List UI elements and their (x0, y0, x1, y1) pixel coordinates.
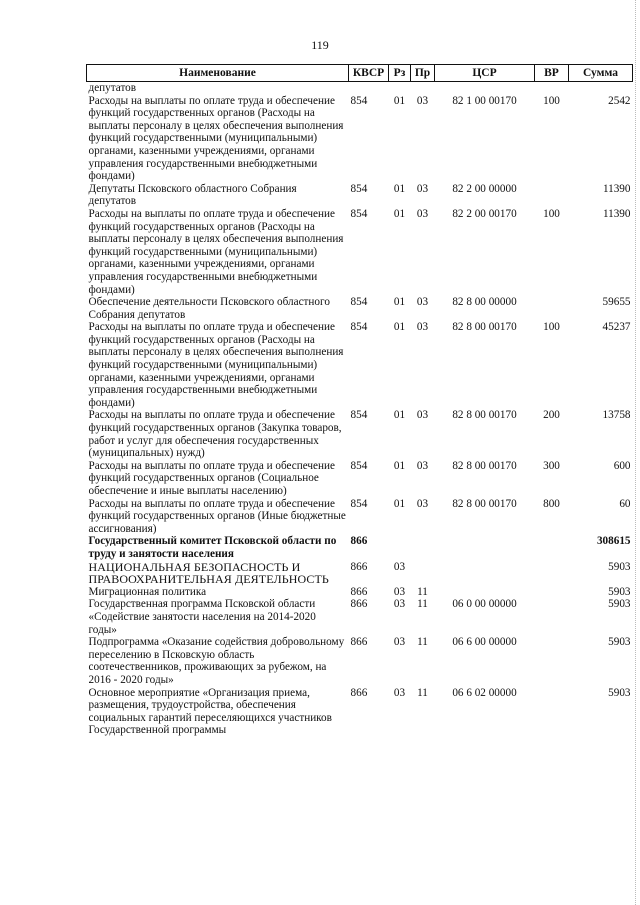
cell-sum: 600 (613, 459, 631, 472)
table-row (87, 208, 633, 296)
cell-vr: 200 (543, 409, 560, 422)
table-row (87, 95, 633, 183)
cell-vr (535, 636, 569, 686)
cell-csr: 82 8 00 00000 (452, 296, 517, 309)
header-name: Наименование (87, 65, 349, 82)
cell-vr: 100 (543, 94, 560, 107)
cell-pr (411, 561, 435, 586)
cell-sum: 13758 (602, 409, 631, 422)
cell-vr (535, 296, 569, 321)
table-row (87, 82, 633, 95)
cell-pr: 03 (416, 409, 429, 422)
cell-csr (435, 561, 535, 586)
cell-pr (411, 82, 435, 95)
cell-csr: 82 8 00 00170 (452, 459, 517, 472)
cell-vr (535, 598, 569, 636)
cell-csr (435, 82, 535, 95)
cell-vr (535, 687, 569, 737)
cell-sum: 308615 (596, 535, 631, 548)
cell-csr (435, 586, 535, 599)
cell-kvsr: 854 (350, 459, 368, 472)
cell-csr: 82 2 00 00000 (452, 182, 517, 195)
cell-kvsr: 866 (350, 560, 368, 573)
table-row (87, 409, 633, 459)
cell-rz (389, 535, 411, 560)
cell-sum: 5903 (608, 560, 631, 573)
cell-sum: 2542 (608, 94, 631, 107)
header-vr: ВР (535, 65, 569, 82)
cell-sum: 45237 (602, 321, 631, 334)
cell-name: Подпрограмма «Оказание содействия добровольному переселению в Псковскую область соотечественников, проживающих за рубежом, на 2016 - 2020 годы» (88, 636, 345, 686)
cell-kvsr: 854 (350, 296, 368, 309)
budget-table (86, 64, 633, 737)
cell-name: Депутаты Псковского областного Собрания депутатов (88, 182, 297, 208)
cell-rz: 03 (393, 598, 406, 611)
cell-pr: 03 (416, 321, 429, 334)
cell-kvsr: 866 (350, 535, 368, 548)
cell-rz: 03 (393, 686, 406, 699)
cell-pr: 11 (417, 585, 428, 598)
cell-name: Государственный комитет Псковской области по труду и занятости населения (88, 535, 337, 560)
cell-vr (535, 82, 569, 95)
cell-kvsr (349, 82, 389, 95)
cell-csr: 06 6 02 00000 (452, 686, 517, 699)
cell-sum: 5903 (608, 686, 631, 699)
cell-name: Государственная программа Псковской области «Содействие занятости населения на 2014-2020 годы» (88, 598, 316, 636)
cell-csr: 82 8 00 00170 (452, 409, 517, 422)
cell-csr: 82 2 00 00170 (452, 207, 517, 220)
cell-name: Расходы на выплаты по оплате труда и обеспечение функций государственных органов (Расходы на выплаты персоналу в целях обеспечения выполнения функций государственными (муниципальными) органами, казенными учреждениями, органами управления государственными внебюджетными фондами) (88, 94, 344, 183)
cell-csr: 82 8 00 00170 (452, 497, 517, 510)
cell-name: Расходы на выплаты по оплате труда и обеспечение функций государственных органов (Расходы на выплаты персоналу в целях обеспечения выполнения функций государственными (муниципальными) органами, казенными учреждениями, органами управления государственными внебюджетными фондами) (88, 321, 344, 409)
cell-rz: 01 (393, 207, 406, 220)
table-row (87, 498, 633, 536)
header-kvsr: КВСР (349, 65, 389, 82)
cell-pr (411, 535, 435, 560)
cell-rz: 01 (393, 296, 406, 309)
cell-csr: 06 0 00 00000 (452, 598, 517, 611)
cell-kvsr: 866 (350, 598, 368, 611)
header-pr: Пр (411, 65, 435, 82)
cell-name: Расходы на выплаты по оплате труда и обеспечение функций государственных органов (Социальное обеспечение и иные выплаты населению) (88, 459, 335, 497)
cell-vr (535, 183, 569, 208)
cell-vr (535, 535, 569, 560)
cell-pr: 03 (416, 207, 429, 220)
table-row (87, 687, 633, 737)
table-row (87, 321, 633, 409)
cell-kvsr: 866 (350, 636, 368, 649)
cell-kvsr: 854 (350, 182, 368, 195)
cell-csr (435, 535, 535, 560)
cell-name: Основное мероприятие «Организация приема, размещения, трудоустройства, обеспечения социальных гарантий переселяющихся участников Государственной программы (88, 686, 332, 737)
cell-name: Расходы на выплаты по оплате труда и обеспечение функций государственных органов (Иные бюджетные ассигнования) (88, 497, 346, 535)
cell-sum: 59655 (602, 296, 631, 309)
cell-rz: 03 (393, 560, 406, 573)
cell-rz: 01 (393, 497, 406, 510)
table-row (87, 535, 633, 560)
cell-rz: 01 (393, 321, 406, 334)
cell-name: НАЦИОНАЛЬНАЯ БЕЗОПАСНОСТЬ И ПРАВООХРАНИТЕЛЬНАЯ ДЕЯТЕЛЬНОСТЬ (88, 559, 329, 587)
cell-name: депутатов (88, 82, 137, 94)
cell-rz: 01 (393, 94, 406, 107)
cell-sum: 60 (619, 497, 631, 510)
table-row (87, 561, 633, 586)
cell-kvsr: 866 (350, 585, 368, 598)
table-row (87, 296, 633, 321)
cell-pr: 11 (417, 686, 428, 699)
cell-pr: 03 (416, 459, 429, 472)
table-row (87, 460, 633, 498)
table-row (87, 586, 633, 599)
cell-pr: 03 (416, 94, 429, 107)
cell-kvsr: 854 (350, 409, 368, 422)
cell-csr: 82 8 00 00170 (452, 321, 517, 334)
cell-kvsr: 854 (350, 94, 368, 107)
cell-name: Расходы на выплаты по оплате труда и обеспечение функций государственных органов (Закупка товаров, работ и услуг для обеспечения государственных (муниципальных) нужд) (88, 409, 342, 460)
table-row (87, 598, 633, 636)
cell-sum: 5903 (608, 598, 631, 611)
header-sum: Сумма (569, 65, 633, 82)
cell-pr: 03 (416, 296, 429, 309)
cell-name: Миграционная политика (88, 585, 207, 598)
cell-pr: 11 (417, 636, 428, 649)
table-header-row (87, 65, 633, 82)
cell-csr: 06 6 00 00000 (452, 636, 517, 649)
table-row (87, 636, 633, 686)
cell-kvsr: 854 (350, 207, 368, 220)
cell-vr: 100 (543, 321, 560, 334)
cell-rz: 03 (393, 585, 406, 598)
cell-kvsr: 854 (350, 497, 368, 510)
cell-rz (389, 82, 411, 95)
cell-sum (569, 82, 633, 95)
scan-edge (634, 0, 636, 905)
header-rz: Рз (389, 65, 411, 82)
cell-name: Расходы на выплаты по оплате труда и обеспечение функций государственных органов (Расходы на выплаты персоналу в целях обеспечения выполнения функций государственными (муниципальными) органами, казенными учреждениями, органами управления государственными внебюджетными фондами) (88, 207, 344, 296)
cell-sum: 5903 (608, 636, 631, 649)
cell-rz: 01 (393, 182, 406, 195)
cell-vr (535, 561, 569, 586)
cell-pr: 03 (416, 182, 429, 195)
cell-vr: 100 (543, 207, 560, 220)
cell-sum: 5903 (608, 585, 631, 598)
cell-kvsr: 854 (350, 321, 368, 334)
cell-csr: 82 1 00 00170 (452, 94, 517, 107)
cell-vr (535, 586, 569, 599)
cell-vr: 300 (543, 459, 560, 472)
cell-sum: 11390 (602, 207, 631, 220)
cell-rz: 01 (393, 409, 406, 422)
cell-pr: 03 (416, 497, 429, 510)
cell-sum: 11390 (602, 182, 631, 195)
cell-rz: 01 (393, 459, 406, 472)
header-csr: ЦСР (435, 65, 535, 82)
cell-name: Обеспечение деятельности Псковского областного Собрания депутатов (88, 296, 330, 321)
cell-kvsr: 866 (350, 686, 368, 699)
cell-vr: 800 (543, 497, 560, 510)
cell-rz: 03 (393, 636, 406, 649)
table-row (87, 183, 633, 208)
cell-pr: 11 (417, 598, 428, 611)
page-number: 119 (311, 38, 329, 52)
